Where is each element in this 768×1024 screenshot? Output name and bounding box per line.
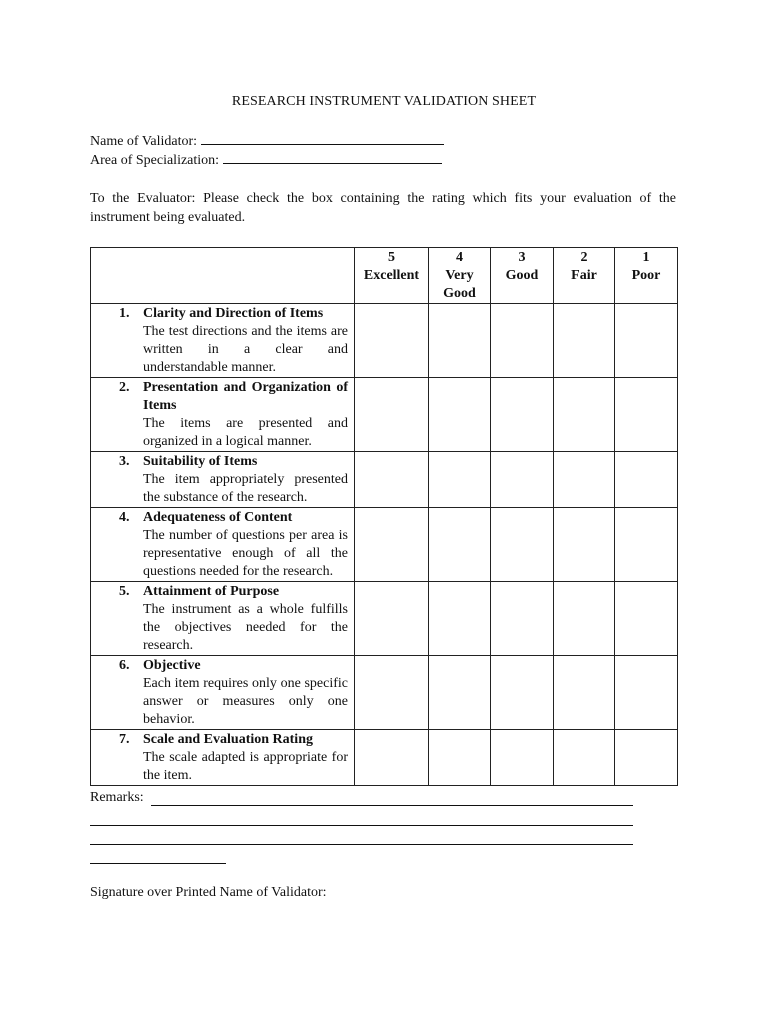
rating-checkbox-2[interactable]	[554, 730, 615, 786]
criterion-cell	[91, 378, 355, 452]
specialization-blank[interactable]	[223, 150, 442, 164]
rating-score: 3	[518, 250, 526, 265]
rating-header-1	[615, 248, 678, 304]
criterion-row	[91, 304, 678, 378]
remarks-line-4[interactable]	[90, 863, 226, 864]
criterion-description: The scale adapted is appropriate for the item.	[143, 750, 348, 783]
criterion-row	[91, 656, 678, 730]
rating-header-2	[554, 248, 615, 304]
criterion-title: Clarity and Direction of Items	[143, 306, 324, 321]
validator-name-field	[90, 131, 444, 150]
rating-checkbox-5[interactable]	[355, 452, 429, 508]
rating-score: 5	[388, 250, 395, 265]
rating-checkbox-1[interactable]	[615, 304, 678, 378]
rating-checkbox-5[interactable]	[355, 582, 429, 656]
criterion-row	[91, 582, 678, 656]
criterion-number: 6.	[119, 658, 130, 673]
criterion-title: Scale and Evaluation Rating	[143, 732, 313, 747]
criterion-cell	[91, 730, 355, 786]
rating-checkbox-2[interactable]	[554, 582, 615, 656]
criterion-cell	[91, 582, 355, 656]
remarks-line-1[interactable]	[151, 805, 633, 806]
remarks-label: Remarks:	[90, 790, 144, 805]
rating-checkbox-5[interactable]	[355, 304, 429, 378]
evaluator-instructions: To the Evaluator: Please check the box containing the rating which fits your evaluation of the instrument being evaluated.	[90, 191, 676, 225]
criterion-cell	[91, 508, 355, 582]
rating-checkbox-3[interactable]	[491, 656, 554, 730]
criterion-row	[91, 378, 678, 452]
criterion-title: Attainment of Purpose	[143, 584, 280, 599]
rating-score: 1	[642, 250, 650, 265]
criterion-cell	[91, 656, 355, 730]
rating-checkbox-2[interactable]	[554, 656, 615, 730]
criteria-header	[91, 248, 355, 304]
specialization-field	[90, 150, 442, 169]
criterion-number: 4.	[119, 510, 130, 525]
criterion-description: The item appropriately presented the substance of the research.	[143, 472, 348, 505]
specialization-label: Area of Specialization:	[90, 153, 220, 168]
rating-label: Very Good	[443, 268, 476, 301]
rating-checkbox-3[interactable]	[491, 452, 554, 508]
rating-checkbox-4[interactable]	[429, 656, 491, 730]
criterion-description: Each item requires only one specific answer or measures only one behavior.	[143, 676, 348, 727]
rating-label: Fair	[571, 268, 597, 283]
criterion-number: 3.	[119, 454, 130, 469]
criterion-title: Presentation and Organization of Items	[143, 380, 348, 413]
rating-header-5	[355, 248, 429, 304]
criterion-number: 7.	[119, 732, 130, 747]
remarks-line-2[interactable]	[90, 825, 633, 826]
rating-table	[90, 247, 678, 786]
rating-checkbox-3[interactable]	[491, 582, 554, 656]
rating-checkbox-1[interactable]	[615, 730, 678, 786]
signature-label: Signature over Printed Name of Validator:	[90, 885, 327, 900]
rating-checkbox-4[interactable]	[429, 378, 491, 452]
rating-header-3	[491, 248, 554, 304]
rating-checkbox-2[interactable]	[554, 304, 615, 378]
rating-checkbox-2[interactable]	[554, 378, 615, 452]
rating-checkbox-3[interactable]	[491, 508, 554, 582]
rating-checkbox-4[interactable]	[429, 508, 491, 582]
validator-name-label: Name of Validator:	[90, 134, 198, 149]
rating-score: 4	[456, 250, 463, 265]
document-title: RESEARCH INSTRUMENT VALIDATION SHEET	[231, 94, 537, 109]
rating-checkbox-5[interactable]	[355, 730, 429, 786]
rating-header-row	[91, 248, 678, 304]
criterion-title: Adequateness of Content	[143, 510, 293, 525]
criterion-description: The number of questions per area is representative enough of all the questions needed for the research.	[143, 528, 348, 579]
rating-checkbox-5[interactable]	[355, 656, 429, 730]
rating-checkbox-2[interactable]	[554, 508, 615, 582]
rating-checkbox-4[interactable]	[429, 304, 491, 378]
criterion-row	[91, 730, 678, 786]
criterion-number: 2.	[119, 380, 130, 395]
rating-header-4	[429, 248, 491, 304]
criterion-description: The test directions and the items are written in a clear and understandable manner.	[143, 324, 348, 375]
rating-checkbox-3[interactable]	[491, 378, 554, 452]
criterion-description: The instrument as a whole fulfills the objectives needed for the research.	[143, 602, 348, 653]
rating-checkbox-1[interactable]	[615, 508, 678, 582]
validator-name-blank[interactable]	[201, 131, 444, 145]
rating-checkbox-3[interactable]	[491, 730, 554, 786]
rating-label: Excellent	[363, 268, 420, 283]
rating-checkbox-2[interactable]	[554, 452, 615, 508]
criterion-cell	[91, 452, 355, 508]
criterion-number: 1.	[119, 306, 130, 321]
rating-checkbox-1[interactable]	[615, 656, 678, 730]
rating-score: 2	[580, 250, 588, 265]
rating-label: Poor	[631, 268, 661, 283]
rating-checkbox-1[interactable]	[615, 378, 678, 452]
criterion-row	[91, 452, 678, 508]
rating-checkbox-3[interactable]	[491, 304, 554, 378]
criterion-row	[91, 508, 678, 582]
criterion-cell	[91, 304, 355, 378]
rating-checkbox-5[interactable]	[355, 508, 429, 582]
rating-checkbox-1[interactable]	[615, 452, 678, 508]
criterion-number: 5.	[119, 584, 130, 599]
remarks-line-3[interactable]	[90, 844, 633, 845]
rating-checkbox-4[interactable]	[429, 730, 491, 786]
criterion-title: Suitability of Items	[143, 454, 258, 469]
criterion-title: Objective	[143, 658, 201, 673]
rating-label: Good	[505, 268, 539, 283]
criterion-description: The items are presented and organized in a logical manner.	[143, 416, 348, 449]
rating-checkbox-4[interactable]	[429, 452, 491, 508]
rating-checkbox-5[interactable]	[355, 378, 429, 452]
rating-checkbox-4[interactable]	[429, 582, 491, 656]
rating-checkbox-1[interactable]	[615, 582, 678, 656]
